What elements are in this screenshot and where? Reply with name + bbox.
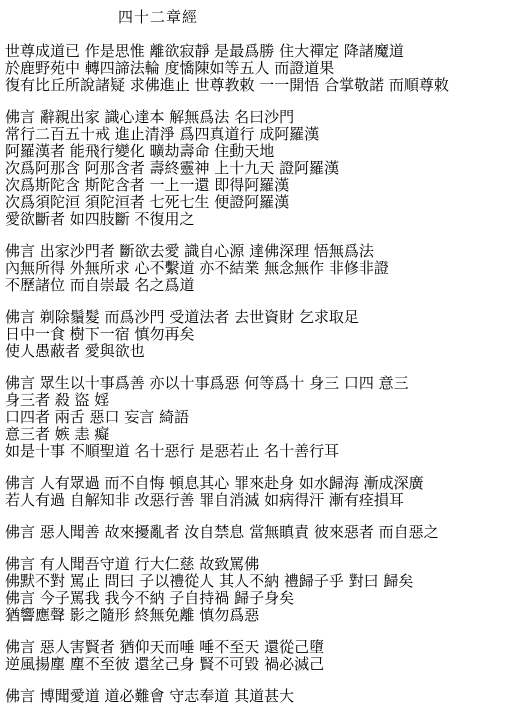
- text-line: 佛言 出家沙門者 斷欲去愛 識自心源 達佛深理 悟無爲法: [5, 243, 374, 260]
- paragraph: [5, 375, 510, 460]
- paragraph: [5, 43, 510, 94]
- text-line: 佛言 辭親出家 識心達本 解無爲法 名曰沙門: [5, 109, 295, 126]
- text-line: 佛言 剃除鬚髮 而爲沙門 受道法者 去世資財 乞求取足: [5, 309, 359, 326]
- text-line: 佛言 人有眾過 而不自悔 頓息其心 罪來赴身 如水歸海 漸成深廣: [5, 475, 424, 492]
- text-line: 愛欲斷者 如四肢斷 不復用之: [5, 211, 195, 228]
- text-line: 次爲斯陀含 斯陀含者 一上一還 即得阿羅漢: [5, 177, 290, 194]
- text-line: 逆風揚塵 塵不至彼 還坌己身 賢不可毀 禍必滅己: [5, 656, 325, 673]
- text-line: 口四者 兩舌 惡口 妄言 綺語: [5, 409, 190, 426]
- text-line: 內無所得 外無所求 心不繫道 亦不結業 無念無作 非修非證: [5, 260, 389, 277]
- text-line: 佛言 惡人害賢者 猶仰天而唾 唾不至天 還從己墮: [5, 639, 325, 656]
- text-line: 意三者 嫉 恚 癡: [5, 426, 110, 443]
- document-body: [5, 43, 510, 720]
- paragraph: [5, 109, 510, 228]
- text-line: 於鹿野苑中 轉四諦法輪 度憍陳如等五人 而證道果: [5, 60, 335, 77]
- paragraph: [5, 556, 510, 624]
- text-line: 佛言 惡人聞善 故來擾亂者 汝自禁息 當無瞋責 彼來惡者 而自惡之: [5, 524, 439, 541]
- text-line: 若人有過 自解知非 改惡行善 罪自消滅 如病得汗 漸有痊損耳: [5, 492, 404, 509]
- text-line: 佛言 有人聞吾守道 行大仁慈 故致罵佛: [5, 556, 260, 573]
- paragraph: [5, 243, 510, 294]
- text-line: 世尊成道已 作是思惟 離欲寂靜 是最爲勝 住大禪定 降諸魔道: [5, 43, 404, 60]
- text-line: 日中一食 樹下一宿 慎勿再矣: [5, 326, 195, 343]
- text-line: 不歷諸位 而自崇最 名之爲道: [5, 277, 195, 294]
- text-line: 佛言 眾生以十事爲善 亦以十事爲惡 何等爲十 身三 口四 意三: [5, 375, 409, 392]
- text-line: 常行二百五十戒 進止清淨 爲四真道行 成阿羅漢: [5, 126, 320, 143]
- text-line: 次爲須陀洹 須陀洹者 七死七生 便證阿羅漢: [5, 194, 290, 211]
- text-line: 佛言 今子罵我 我今不納 子自持禍 歸子身矣: [5, 590, 295, 607]
- text-line: 復有比丘所說諸疑 求佛進止 世尊教敕 一一開悟 合掌敬諾 而順尊敕: [5, 77, 449, 94]
- text-line: 佛言 博聞愛道 道必難會 守志奉道 其道甚大: [5, 688, 295, 705]
- paragraph: [5, 524, 510, 541]
- document-title: 四十二章經: [118, 8, 199, 26]
- paragraph: [5, 639, 510, 673]
- paragraph: [5, 475, 510, 509]
- text-line: 使人愚蔽者 愛與欲也: [5, 343, 145, 360]
- text-line: 猶響應聲 影之隨形 終無免離 慎勿爲惡: [5, 607, 260, 624]
- text-line: 次爲阿那含 阿那含者 壽終靈神 上十九天 證阿羅漢: [5, 160, 340, 177]
- text-line: 佛默不對 罵止 問曰 子以禮從人 其人不納 禮歸子乎 對曰 歸矣: [5, 573, 414, 590]
- text-line: 如是十事 不順聖道 名十惡行 是惡若止 名十善行耳: [5, 443, 340, 460]
- text-line: 身三者 殺 盜 婬: [5, 392, 110, 409]
- paragraph: [5, 309, 510, 360]
- text-line: 阿羅漢者 能飛行變化 曠劫壽命 住動天地: [5, 143, 275, 160]
- paragraph: [5, 688, 510, 705]
